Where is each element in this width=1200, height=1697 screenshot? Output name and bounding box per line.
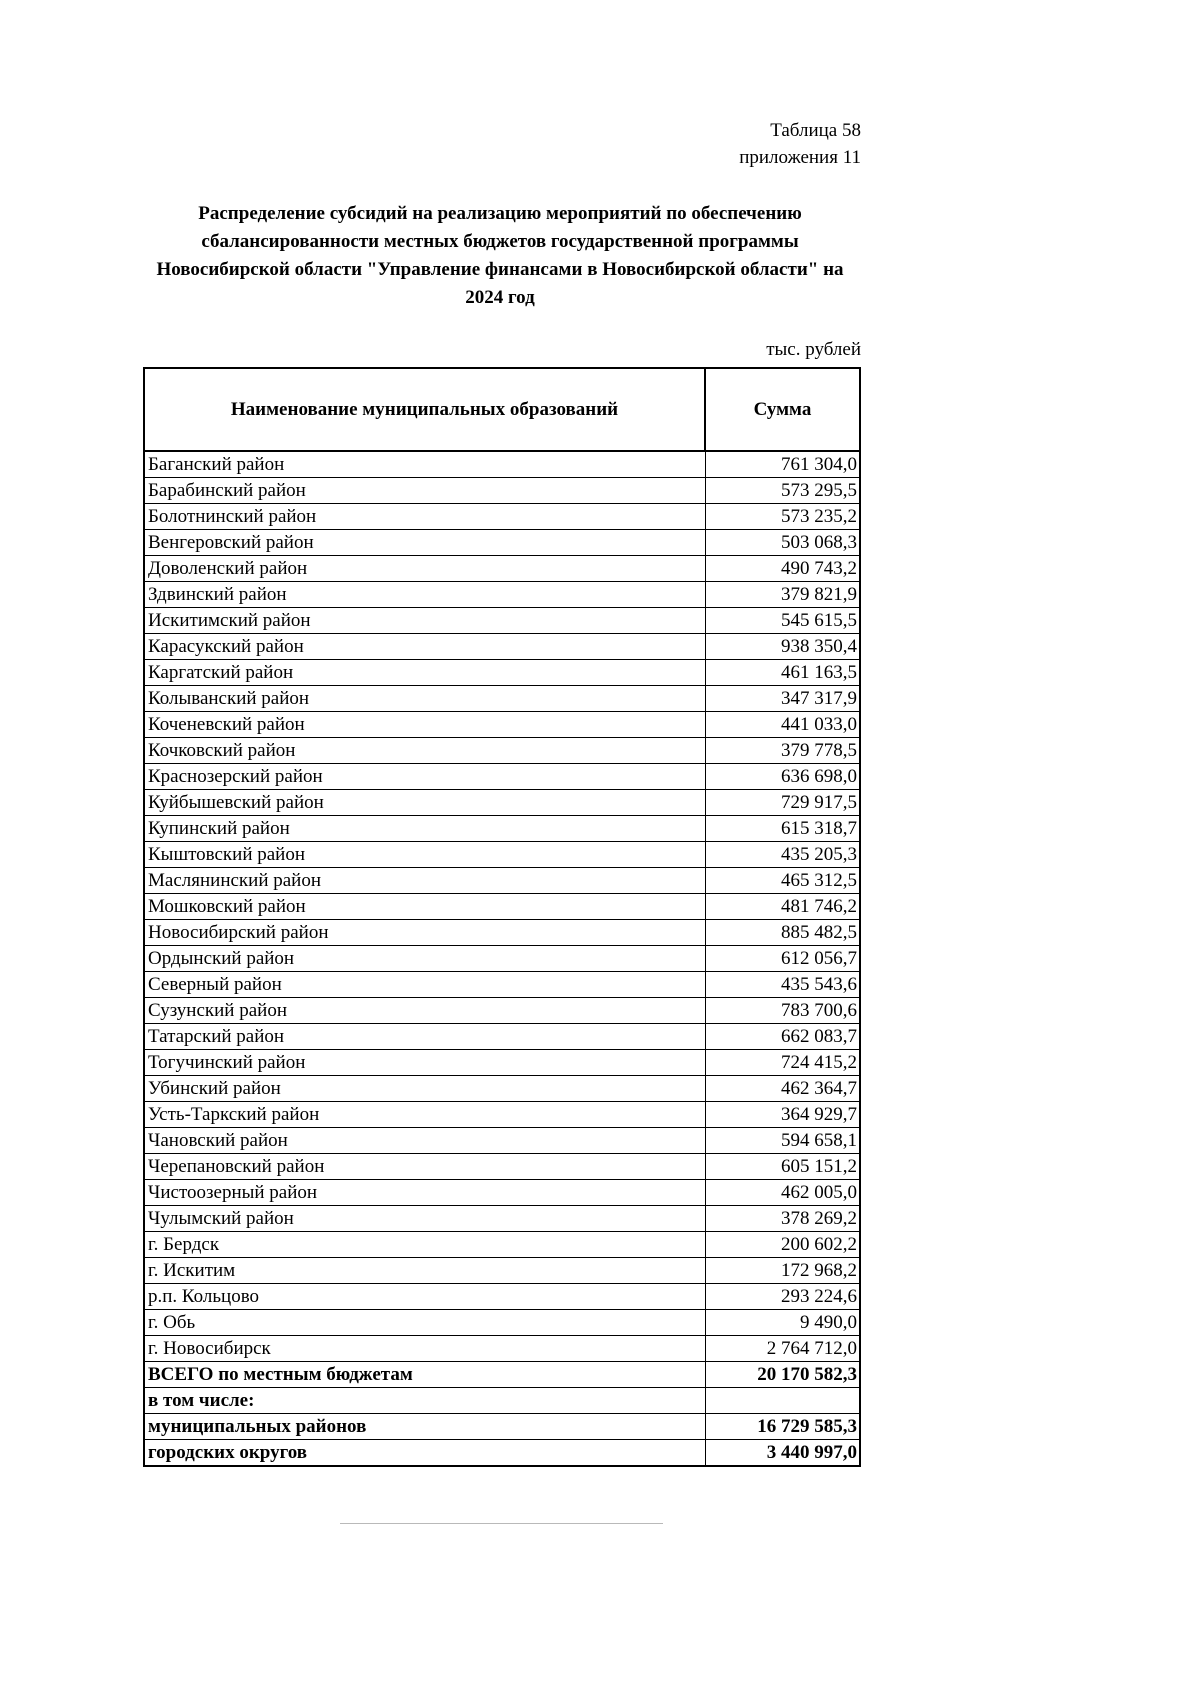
amount-cell: 503 068,3 xyxy=(705,530,860,556)
amount-cell: 481 746,2 xyxy=(705,894,860,920)
table-header-row xyxy=(144,368,860,451)
municipality-name-cell: в том числе: xyxy=(144,1388,705,1414)
municipality-name-cell: Баганский район xyxy=(144,451,705,478)
table-row xyxy=(144,582,860,608)
municipality-name-cell: г. Новосибирск xyxy=(144,1336,705,1362)
amount-cell: 594 658,1 xyxy=(705,1128,860,1154)
municipality-name-cell: Карасукский район xyxy=(144,634,705,660)
municipality-name-cell: Кыштовский район xyxy=(144,842,705,868)
municipality-name-cell: г. Бердск xyxy=(144,1232,705,1258)
table-row xyxy=(144,738,860,764)
municipality-name-cell: р.п. Кольцово xyxy=(144,1284,705,1310)
amount-cell: 347 317,9 xyxy=(705,686,860,712)
table-row xyxy=(144,998,860,1024)
amount-cell: 573 295,5 xyxy=(705,478,860,504)
table-row xyxy=(144,1284,860,1310)
table-row xyxy=(144,816,860,842)
table-total-row xyxy=(144,1414,860,1440)
amount-cell: 545 615,5 xyxy=(705,608,860,634)
amount-cell: 465 312,5 xyxy=(705,868,860,894)
table-row xyxy=(144,894,860,920)
municipality-name-cell: Здвинский район xyxy=(144,582,705,608)
table-row xyxy=(144,712,860,738)
table-row xyxy=(144,504,860,530)
table-row xyxy=(144,478,860,504)
table-body xyxy=(144,451,860,1466)
amount-cell: 9 490,0 xyxy=(705,1310,860,1336)
table-row xyxy=(144,660,860,686)
municipality-name-cell: Черепановский район xyxy=(144,1154,705,1180)
table-row xyxy=(144,1050,860,1076)
municipality-name-cell: Татарский район xyxy=(144,1024,705,1050)
municipality-name-cell: Мошковский район xyxy=(144,894,705,920)
footer-separator-line xyxy=(340,1523,663,1524)
municipality-name-cell: Коченевский район xyxy=(144,712,705,738)
amount-cell: 938 350,4 xyxy=(705,634,860,660)
municipality-name-cell: Болотнинский район xyxy=(144,504,705,530)
subsidy-distribution-table xyxy=(143,367,861,1467)
municipality-name-cell: г. Обь xyxy=(144,1310,705,1336)
amount-cell: 662 083,7 xyxy=(705,1024,860,1050)
municipality-name-cell: Маслянинский район xyxy=(144,868,705,894)
table-row xyxy=(144,686,860,712)
municipality-name-cell: Северный район xyxy=(144,972,705,998)
table-row xyxy=(144,790,860,816)
municipality-name-cell: г. Искитим xyxy=(144,1258,705,1284)
municipality-name-cell: Доволенский район xyxy=(144,556,705,582)
table-row xyxy=(144,1232,860,1258)
municipality-name-cell: Куйбышевский район xyxy=(144,790,705,816)
document-title: Распределение субсидий на реализацию мероприятий по обеспечению сбалансированности местных бюджетов государственной программы Новосибирской области "Управление финансами в Новосибирской области" на 2024 год xyxy=(156,203,844,308)
amount-cell: 379 821,9 xyxy=(705,582,860,608)
amount-cell: 461 163,5 xyxy=(705,660,860,686)
municipality-name-cell: Колыванский район xyxy=(144,686,705,712)
municipality-name-cell: муниципальных районов xyxy=(144,1414,705,1440)
table-total-row xyxy=(144,1362,860,1388)
amount-cell: 605 151,2 xyxy=(705,1154,860,1180)
table-row xyxy=(144,842,860,868)
municipality-name-cell: Убинский район xyxy=(144,1076,705,1102)
table-row xyxy=(144,972,860,998)
amount-cell: 378 269,2 xyxy=(705,1206,860,1232)
table-row xyxy=(144,1180,860,1206)
table-row xyxy=(144,1076,860,1102)
amount-cell: 364 929,7 xyxy=(705,1102,860,1128)
appendix-label: приложения 11 xyxy=(739,147,861,168)
table-row xyxy=(144,1024,860,1050)
table-row xyxy=(144,1336,860,1362)
table-total-row xyxy=(144,1388,860,1414)
municipality-name-cell: Кочковский район xyxy=(144,738,705,764)
amount-cell: 2 764 712,0 xyxy=(705,1336,860,1362)
municipality-name-cell: Венгеровский район xyxy=(144,530,705,556)
amount-cell: 3 440 997,0 xyxy=(705,1440,860,1467)
amount-cell: 724 415,2 xyxy=(705,1050,860,1076)
amount-cell: 172 968,2 xyxy=(705,1258,860,1284)
table-row xyxy=(144,608,860,634)
municipality-name-cell: Новосибирский район xyxy=(144,920,705,946)
municipality-name-cell: Усть-Таркский район xyxy=(144,1102,705,1128)
amount-cell: 636 698,0 xyxy=(705,764,860,790)
units-label: тыс. рублей xyxy=(766,339,861,360)
amount-cell: 435 543,6 xyxy=(705,972,860,998)
municipality-name-cell: Ордынский район xyxy=(144,946,705,972)
table-row xyxy=(144,530,860,556)
municipality-name-cell: Барабинский район xyxy=(144,478,705,504)
amount-cell: 379 778,5 xyxy=(705,738,860,764)
amount-cell: 441 033,0 xyxy=(705,712,860,738)
amount-cell: 490 743,2 xyxy=(705,556,860,582)
amount-cell: 20 170 582,3 xyxy=(705,1362,860,1388)
table-row xyxy=(144,556,860,582)
amount-cell: 573 235,2 xyxy=(705,504,860,530)
amount-cell: 435 205,3 xyxy=(705,842,860,868)
table-row xyxy=(144,1102,860,1128)
municipality-name-cell: Чановский район xyxy=(144,1128,705,1154)
table-total-row xyxy=(144,1440,860,1467)
amount-cell: 16 729 585,3 xyxy=(705,1414,860,1440)
municipality-name-cell: Каргатский район xyxy=(144,660,705,686)
amount-cell: 462 364,7 xyxy=(705,1076,860,1102)
municipality-name-cell: городских округов xyxy=(144,1440,705,1467)
table-row xyxy=(144,868,860,894)
table-row xyxy=(144,1206,860,1232)
column-header-sum: Сумма xyxy=(705,368,860,451)
municipality-name-cell: Тогучинский район xyxy=(144,1050,705,1076)
amount-cell: 783 700,6 xyxy=(705,998,860,1024)
table-row xyxy=(144,1154,860,1180)
amount-cell: 200 602,2 xyxy=(705,1232,860,1258)
municipality-name-cell: Сузунский район xyxy=(144,998,705,1024)
table-row xyxy=(144,920,860,946)
amount-cell: 885 482,5 xyxy=(705,920,860,946)
amount-cell xyxy=(705,1388,860,1414)
amount-cell: 293 224,6 xyxy=(705,1284,860,1310)
table-row xyxy=(144,451,860,478)
table-row xyxy=(144,634,860,660)
table-row xyxy=(144,1128,860,1154)
amount-cell: 462 005,0 xyxy=(705,1180,860,1206)
municipality-name-cell: Искитимский район xyxy=(144,608,705,634)
table-row xyxy=(144,764,860,790)
municipality-name-cell: ВСЕГО по местным бюджетам xyxy=(144,1362,705,1388)
column-header-name: Наименование муниципальных образований xyxy=(144,368,705,451)
municipality-name-cell: Чистоозерный район xyxy=(144,1180,705,1206)
municipality-name-cell: Купинский район xyxy=(144,816,705,842)
table-row xyxy=(144,1310,860,1336)
table-row xyxy=(144,946,860,972)
municipality-name-cell: Чулымский район xyxy=(144,1206,705,1232)
amount-cell: 761 304,0 xyxy=(705,451,860,478)
municipality-name-cell: Краснозерский район xyxy=(144,764,705,790)
amount-cell: 615 318,7 xyxy=(705,816,860,842)
amount-cell: 729 917,5 xyxy=(705,790,860,816)
table-row xyxy=(144,1258,860,1284)
amount-cell: 612 056,7 xyxy=(705,946,860,972)
table-number-label: Таблица 58 xyxy=(770,120,861,141)
